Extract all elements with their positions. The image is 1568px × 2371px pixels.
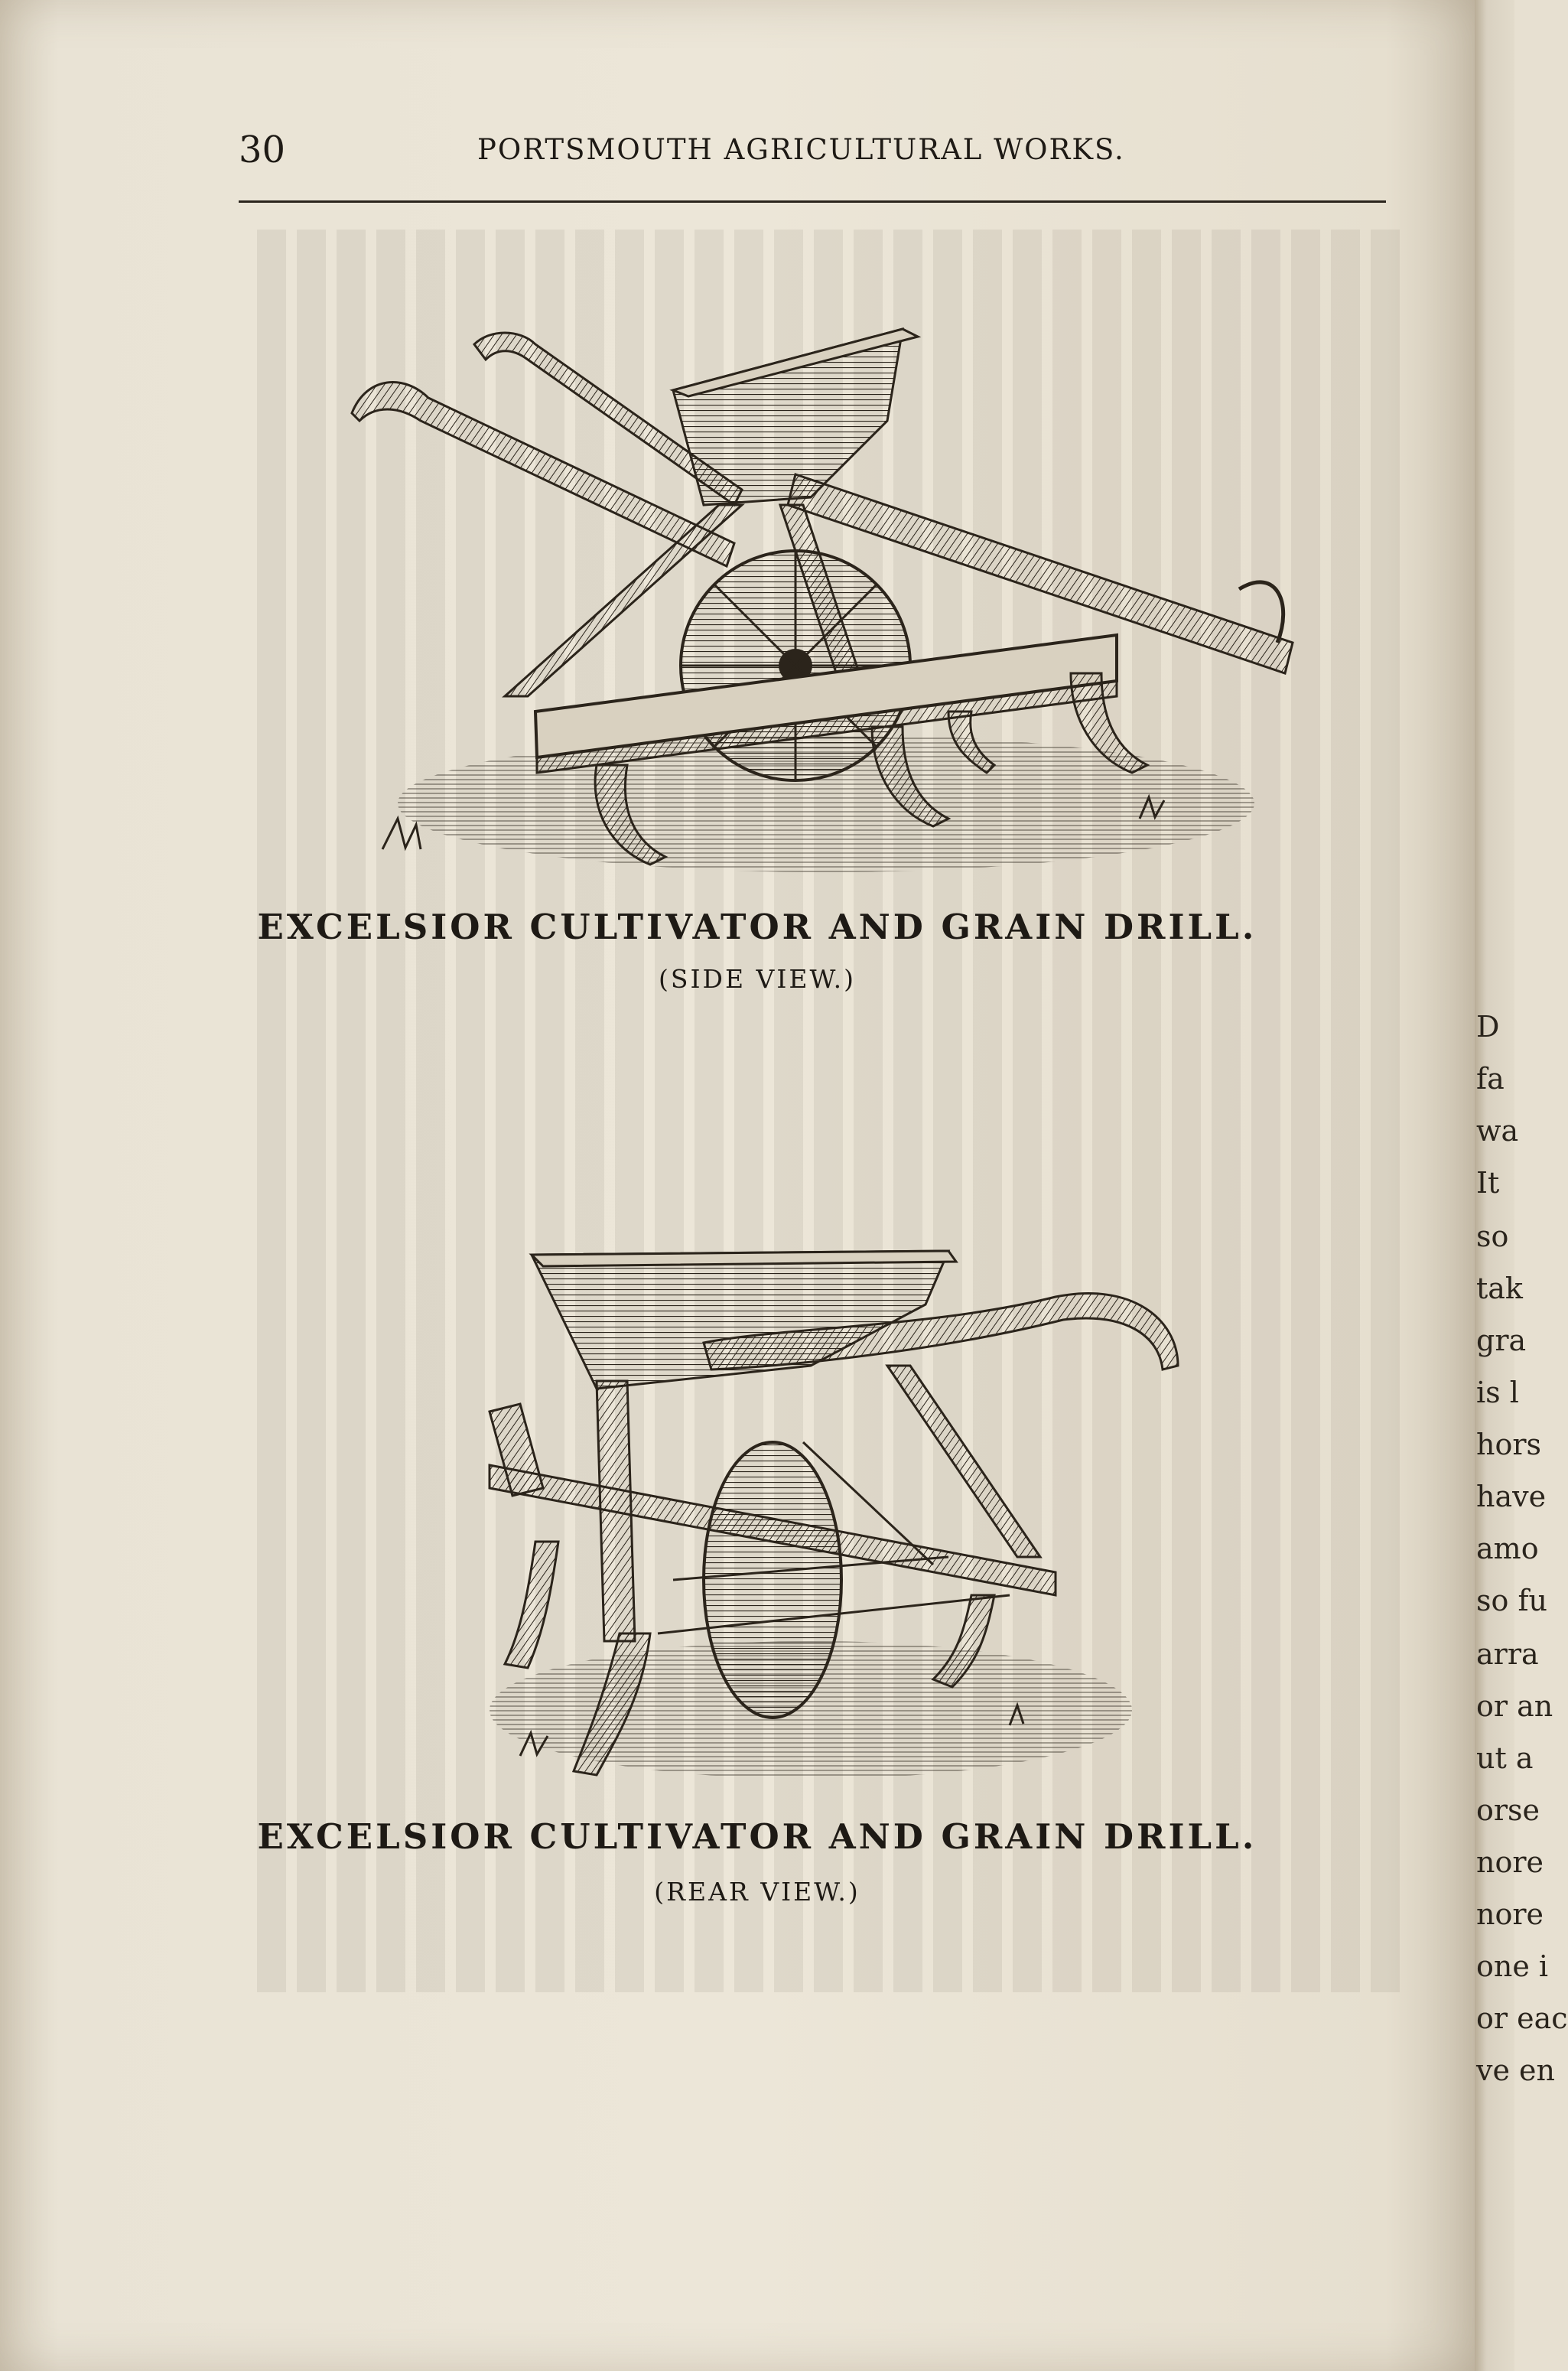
figure-caption-title: EXCELSIOR CULTIVATOR AND GRAIN DRILL. [257,1816,1257,1857]
facing-fragment: is l [1476,1376,1519,1409]
facing-page-edge [1475,0,1568,2371]
facing-fragment: hors [1476,1428,1542,1461]
facing-fragment: amo [1476,1532,1539,1565]
rear-view-caption [0,1816,1514,1907]
facing-fragment: one i [1476,1949,1549,1983]
facing-fragment: nore [1476,1897,1544,1931]
facing-fragment: D [1476,1010,1500,1044]
facing-fragment: tak [1476,1272,1523,1305]
running-head [239,129,1386,174]
facing-fragment: It [1476,1166,1500,1200]
facing-fragment: so fu [1476,1584,1547,1617]
side-view-engraving [337,314,1300,895]
facing-fragment: wa [1476,1114,1519,1148]
facing-fragment: nore [1476,1845,1544,1879]
facing-fragment: fa [1476,1062,1505,1096]
page-number: 30 [239,129,286,171]
facing-fragment: gra [1476,1324,1527,1357]
figure-caption-view: (SIDE VIEW.) [658,964,857,994]
header-rule [239,200,1386,203]
facing-fragment: or eac [1476,2001,1568,2035]
facing-fragment: or an [1476,1689,1553,1723]
facing-fragment: so [1476,1220,1509,1253]
facing-fragment: have [1476,1480,1547,1513]
rear-view-engraving [474,1236,1201,1794]
figure-caption-view: (REAR VIEW.) [654,1877,860,1907]
facing-fragment: orse [1476,1793,1540,1827]
figure-caption-title: EXCELSIOR CULTIVATOR AND GRAIN DRILL. [257,907,1257,947]
facing-fragment: ut a [1476,1741,1534,1775]
facing-fragment: arra [1476,1637,1539,1671]
side-view-caption [0,907,1514,994]
facing-fragment: ve en [1476,2053,1555,2087]
running-head-title: PORTSMOUTH AGRICULTURAL WORKS. [477,133,1125,166]
